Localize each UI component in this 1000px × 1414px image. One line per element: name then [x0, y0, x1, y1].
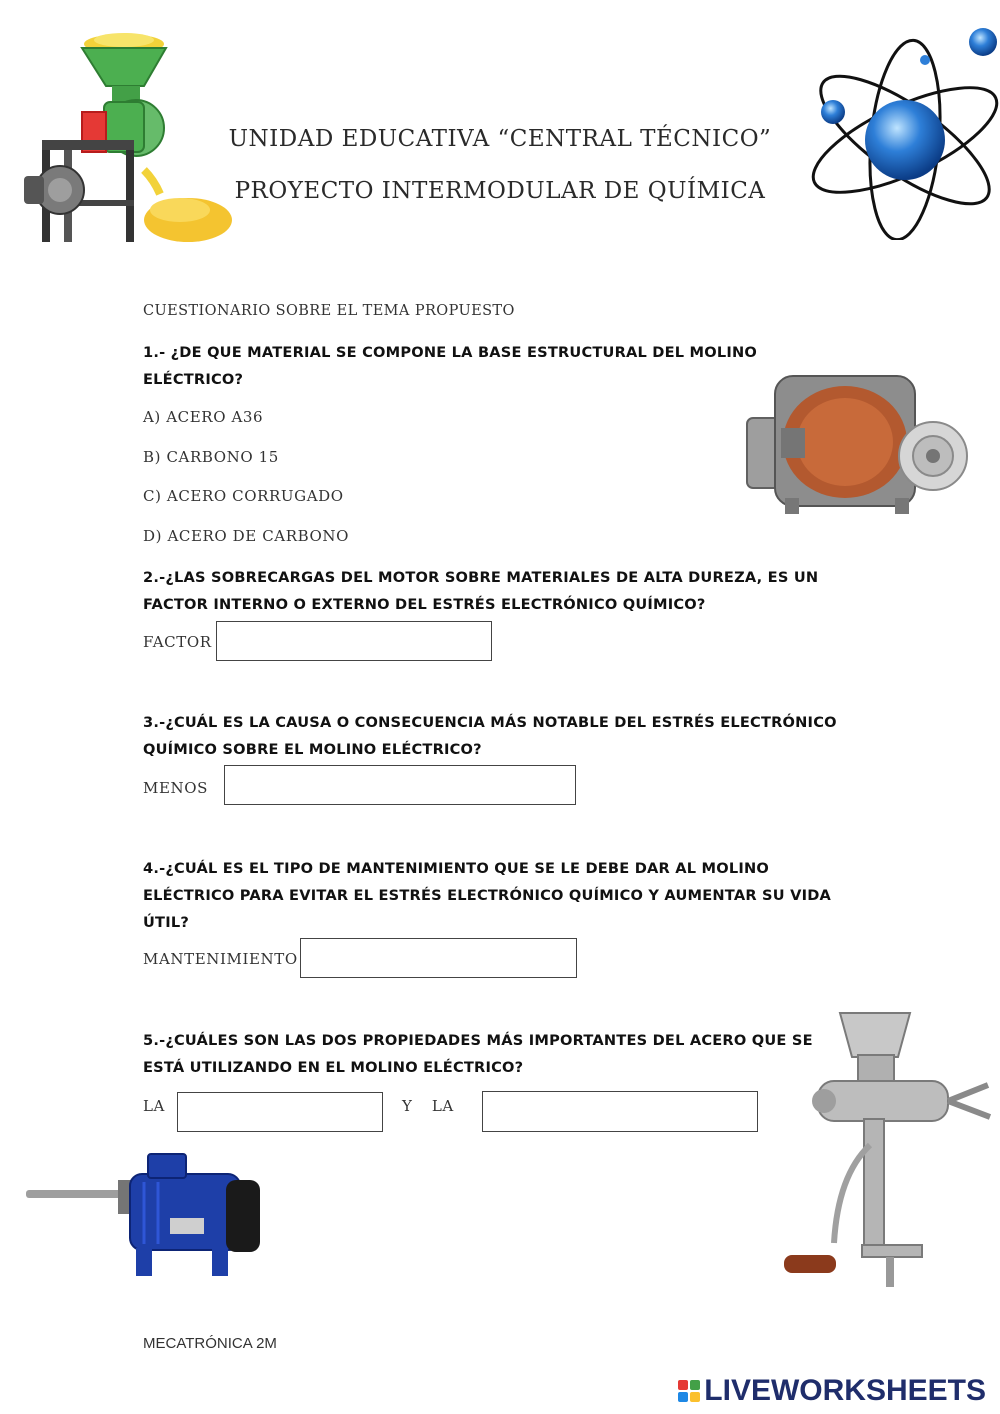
- q2-answer-label: FACTOR: [143, 633, 212, 651]
- manual-grinder-image: [778, 1005, 1000, 1297]
- q1-option-b[interactable]: B) CARBONO 15: [143, 448, 279, 466]
- brand-logo-square-1: [678, 1380, 688, 1390]
- brand-logo-square-2: [690, 1380, 700, 1390]
- section-heading: CUESTIONARIO SOBRE EL TEMA PROPUESTO: [143, 303, 515, 319]
- title-line-2: PROYECTO INTERMODULAR DE QUÍMICA: [234, 178, 766, 204]
- q1-option-d[interactable]: D) ACERO DE CARBONO: [143, 527, 350, 545]
- question-3: 3.-¿CUÁL ES LA CAUSA O CONSECUENCIA MÁS NOTABLE DEL ESTRÉS ELECTRÓNICO QUÍMICO SOBRE EL MOLINO ELÉCTRICO?: [143, 714, 837, 758]
- brand-logo-square-4: [690, 1392, 700, 1402]
- q4-answer-label: MANTENIMIENTO: [143, 950, 298, 968]
- q3-answer-label: MENOS: [143, 779, 209, 797]
- footer-label: MECATRÓNICA 2M: [143, 1335, 277, 1352]
- q5-answer-1-input[interactable]: [177, 1092, 383, 1132]
- brand-logo-square-3: [678, 1392, 688, 1402]
- q1-option-a[interactable]: A) ACERO A36: [143, 408, 264, 426]
- question-2: 2.-¿LAS SOBRECARGAS DEL MOTOR SOBRE MATERIALES DE ALTA DUREZA, ES UN FACTOR INTERNO O EXTERNO DEL ESTRÉS ELECTRÓNICO QUÍMICO?: [143, 569, 819, 613]
- q1-option-c[interactable]: C) ACERO CORRUGADO: [143, 487, 344, 505]
- electric-motor-image: [26, 1150, 266, 1285]
- q5-label-1: LA: [143, 1097, 165, 1115]
- brand[interactable]: [678, 1374, 986, 1408]
- q2-answer-input[interactable]: [216, 621, 492, 661]
- motor-winding-image: [745, 358, 970, 530]
- brand-name: LIVEWORKSHEETS: [704, 1374, 986, 1407]
- q5-answer-2-input[interactable]: [482, 1091, 758, 1132]
- title-line-1: UNIDAD EDUCATIVA “CENTRAL TÉCNICO”: [228, 126, 772, 152]
- brand-logo-icon: [678, 1380, 700, 1402]
- question-1: 1.- ¿DE QUE MATERIAL SE COMPONE LA BASE ESTRUCTURAL DEL MOLINO ELÉCTRICO?: [143, 344, 758, 388]
- question-5: 5.-¿CUÁLES SON LAS DOS PROPIEDADES MÁS IMPORTANTES DEL ACERO QUE SE ESTÁ UTILIZANDO EN EL MOLINO ELÉCTRICO?: [143, 1032, 813, 1076]
- q5-connector-label: Y LA: [402, 1097, 454, 1115]
- q4-answer-input[interactable]: [300, 938, 577, 978]
- q3-answer-input[interactable]: [224, 765, 576, 805]
- question-4: 4.-¿CUÁL ES EL TIPO DE MANTENIMIENTO QUE SE LE DEBE DAR AL MOLINO ELÉCTRICO PARA EVITAR EL ESTRÉS ELECTRÓNICO QUÍMICO Y AUMENTAR SU VIDA ÚTIL?: [143, 860, 832, 931]
